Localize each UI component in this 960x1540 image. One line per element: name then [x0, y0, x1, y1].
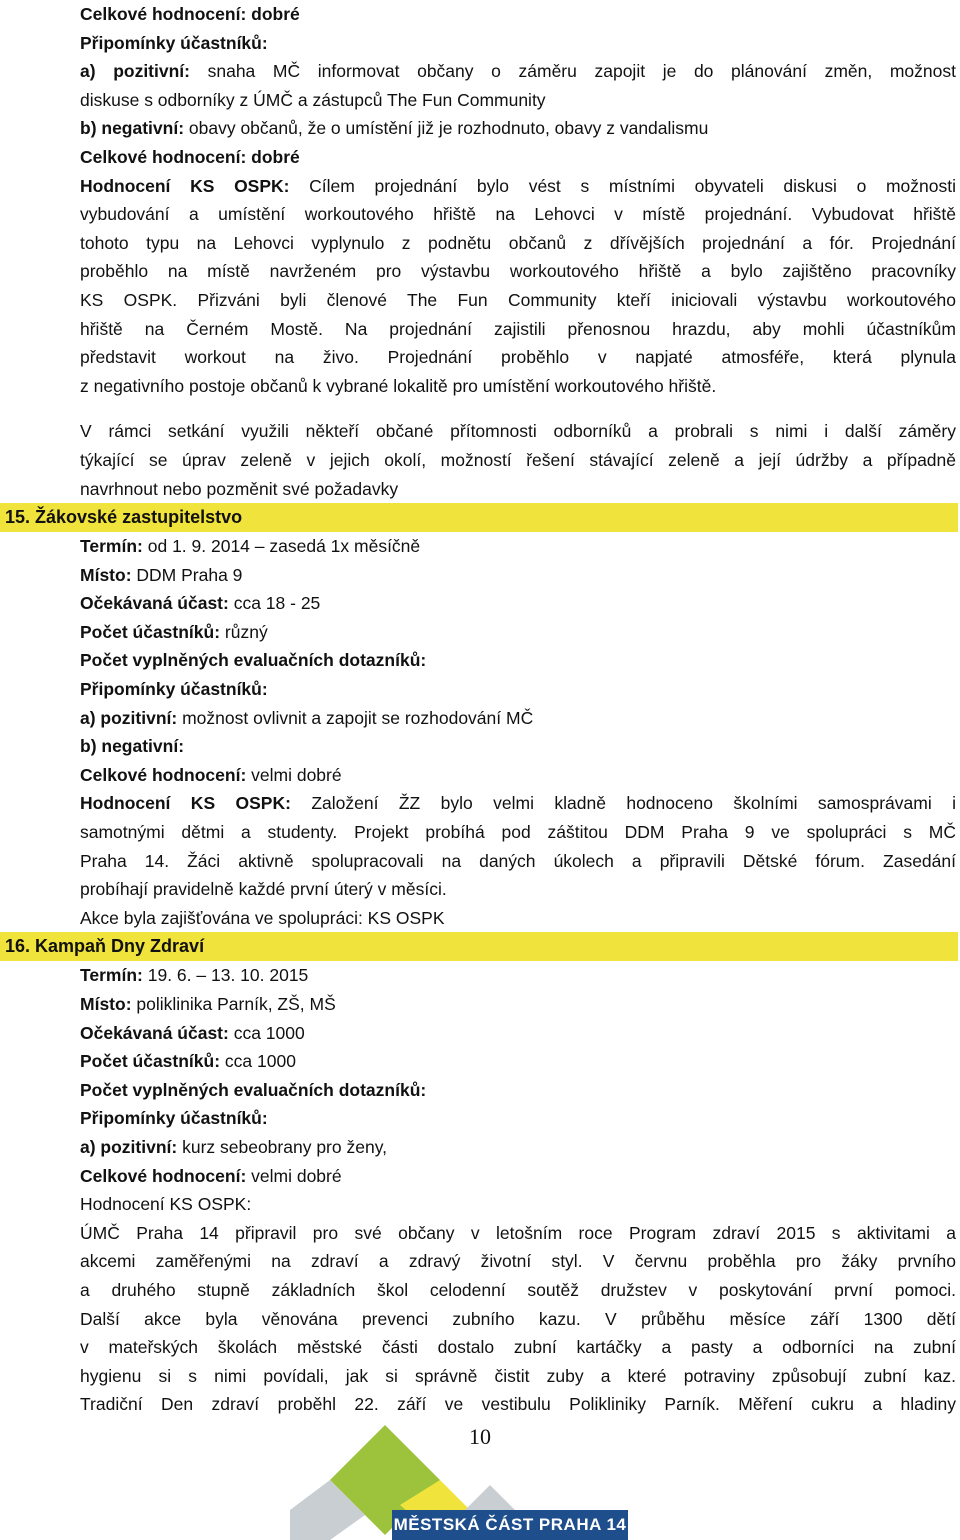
s16-questionnaires: Počet vyplněných evaluačních dotazníků: [80, 1079, 427, 1100]
s16-evaluation-label: Hodnocení KS OSPK: [80, 1194, 252, 1215]
remarks-negative: b) negativní: obavy občanů, že o umístění již je rozhodnuto, obavy z vandalismu [80, 118, 709, 139]
s16-evaluation: ÚMČ Praha 14 připravil pro své občany v letošním roce Program zdraví 2015 s aktivitami a akcemi zaměřenými na zdraví a zdravý životní styl. V červnu proběhla pro žáky prvního a druhého stupně základních škol celodenní soutěž družstev v poskytování první pomoci. Další akce byla věnována prevenci zubního kazu. V průběhu měsíce září 1300 dětí v mateřských školách městské části dostalo zubní kartáčky a pasty a odborníci na zubní hygienu si s nimi povídali, jak si správně čistit zuby a které potraviny způsobují zubní kaz. Tradiční Den zdraví proběhl 22. září ve vestibulu Polikliniky Parník. Měření cukru a hladiny [80, 1222, 956, 1415]
remarks-positive-cont: diskuse s odborníky z ÚMČ a zástupců The Fun Community [80, 89, 546, 110]
participant-remarks: Připomínky účastníků: [80, 32, 268, 53]
s15-evaluation: Hodnocení KS OSPK: Založení ŽZ bylo velmi kladně hodnoceno školními samosprávami i samotnými dětmi a studenty. Projekt probíhá pod záštitou DDM Praha 9 ve spolupráci s MČ Praha 14. Žáci aktivně spolupracovali na daných úkolech a připravili Dětské fórum. Zasedání probíhají pravidelně každé první úterý v měsíci. [80, 793, 956, 900]
s15-expected: Očekávaná účast: cca 18 - 25 [80, 593, 321, 614]
s16-participants: Počet účastníků: cca 1000 [80, 1051, 296, 1072]
s15-participants: Počet účastníků: různý [80, 621, 268, 642]
s16-expected: Očekávaná účast: cca 1000 [80, 1022, 305, 1043]
section-heading-16: 16. Kampaň Dny Zdraví [0, 932, 958, 961]
s15-remarks: Připomínky účastníků: [80, 679, 268, 700]
overall-rating-2: Celkové hodnocení: dobré [80, 146, 300, 167]
logo-banner: MĚSTSKÁ ČÁST PRAHA 14 [392, 1510, 628, 1540]
remarks-positive: a) pozitivní: snaha MČ informovat občany o záměru zapojit je do plánování změn, možnost [80, 61, 956, 82]
s15-negative: b) negativní: [80, 736, 185, 757]
ks-ospk-evaluation: Hodnocení KS OSPK: Cílem projednání bylo vést s místními obyvateli diskusi o možnosti vybudování a umístění workoutového hřiště na Lehovci v místě projednání. Vybudovat hřiště tohoto typu na Lehovci vyplynulo z podnětu občanů z dřívějších projednání a fór. Projednání proběhlo na místě navrženém pro výstavbu workoutového hřiště a bylo zajištěno pracovníky KS OSPK. Přizváni byli členové The Fun Community kteří iniciovali výstavbu workoutového hřiště na Černém Mostě. Na projednání zajistili přenosnou hrazdu, aby mohli účastníkům představit workout na živo. Projednání proběhlo v napjaté atmosféře, která plynula z negativního postoje občanů k vybrané lokalitě pro umístění workoutového hřiště. [80, 175, 956, 396]
s16-remarks: Připomínky účastníků: [80, 1108, 268, 1129]
s15-rating: Celkové hodnocení: velmi dobré [80, 764, 342, 785]
meeting-paragraph: V rámci setkání využili někteří občané přítomnosti odborníků a probrali s nimi i další záměry týkající se úprav zeleně v jejich okolí, možností řešení stávající zeleně a její údržby a případně navrhnout nebo pozměnit své požadavky [80, 421, 956, 499]
s16-place: Místo: poliklinika Parník, ZŠ, MŠ [80, 994, 336, 1014]
page-number: 10 [469, 1424, 491, 1449]
s15-place: Místo: DDM Praha 9 [80, 564, 243, 585]
s15-cooperation: Akce byla zajišťována ve spolupráci: KS OSPK [80, 907, 445, 928]
s16-rating: Celkové hodnocení: velmi dobré [80, 1165, 342, 1186]
s15-questionnaires: Počet vyplněných evaluačních dotazníků: [80, 650, 427, 671]
s15-positive: a) pozitivní: možnost ovlivnit a zapojit se rozhodování MČ [80, 707, 534, 728]
s16-positive: a) pozitivní: kurz sebeobrany pro ženy, [80, 1136, 388, 1157]
s15-term: Termín: od 1. 9. 2014 – zasedá 1x měsíčně [80, 536, 421, 557]
overall-rating: Celkové hodnocení: dobré [80, 4, 300, 24]
s16-term: Termín: 19. 6. – 13. 10. 2015 [80, 965, 309, 986]
section-heading-15: 15. Žákovské zastupitelstvo [0, 503, 958, 532]
document-page [5, 0, 956, 1419]
